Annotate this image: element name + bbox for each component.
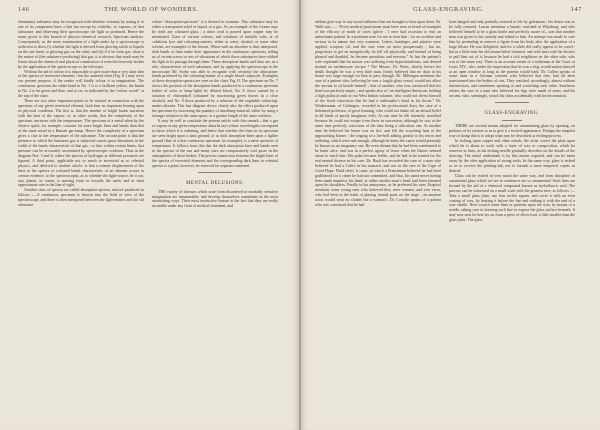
section-divider — [198, 172, 232, 173]
right-page — [301, 0, 600, 430]
left-page-column-2 — [152, 20, 278, 209]
left-page-header — [18, 6, 285, 16]
left-page — [0, 0, 299, 430]
right-page-column-2 — [449, 20, 575, 223]
paragraph: There are two other important points to be noticed in connection with the spectrum of any given terrestrial element, both bear an important bearing upon its physical condition. The first is, that the number of bright bands increases with the heat of the vapour, or, in other words, that the complexity of the spectrum increases with the temperature. The spectrum of a metal taken by the electric spark, for example, contains far more bright lines and bands than that of the same metal in a Bunsen gas-lamp. Hence the complexity of a spectrum gives a clue to the temperature of the substance. The second point is that the presence to which the luminous gas is subjected causes great alterations in the width of the bands characteristic of that gas ; so that, within certain limits, that pressure can be accurately ascertained by spectroscopic evidence. Thus in the diagram Nos. 3 and 6, where the spectra of hydrogen at different pressures are figured. A third point, applicable not so much to terrestrial as to celestial physics, and deferred to another article, is that a minute displacement of the lines in the spectra of coloured bands characteristic of an element occurs in certain evidence, to the spectroscopist, as to whether the light-source, be it our, sun, planet, or comet, is moving from or towards the earth, and at what approximate rate in the line of sight. — [18, 98, 144, 188]
paragraph: seldom give way to any moral influence that are brought to bear upon them. Dr. Wahl says :— “Every medical practitioner must have seen or heard of examples of the efficacy of mode of cures (glove ; I once had occasion to visit an unfortunate patient. In a pertinent note for me to treat him ; for an accident and serious in its nature, but very common. Letters, bandages, and plasters were applied, scorpion oil, and the case went on most prosperously ; but no, proprietors to get on energetically, he fell off physically, and instead of being pleased and thankful, he became querulous and nervous.” At last the patient’s wife explained that his master was suffering from hypochondriasis, and desired instead an earthenware tea-pot ! The Messrs. Dr. Warts, shortly before his death, thought he was a very little man, firmly believed that no door in his house was large enough for him to pass through. Dr. Millengen mentions the case of a patient who, believing he was a fragile glass vessel, would not allow the servant to sit beside himself ; that of another, who was convinced that his head was perfectly empty ; and speaks also of “an intelligent American, holding a high political rank in our West Indian colonies, who could not divest himself of the fixed conviction that he had a rattlesnake’s head in his throat.” Dr. Winkermann, of Göttingen, recorded in his professional diary the case of a deformed professor, of great learning, who could not shake off an absurd belief in all kinds of purely imaginary evils. At one time he felt intensely wretched because he could not escape from these in succession, although he was at the same time perfectly conscious of the idea being a ridiculous one. At another time he believed his house was on fire, and felt the scorching heat of the approaching flames ; the ringing of a fire-bell adding greatly to his terror and suffering, which were real enough, although he knew the cause would presently be known as an imaginary one. He even dreamt that he had been condemned to be burnt alive, and was in a perfect agony of terror when the flames seemed about to reach him. His pulse became feeble, and he had to be treated for the real mental disease in his case. Dr. Bush has recorded the case of a man who believed he had a Caffre in his stomach, and was in the care of the Cape of Good Hope. Fluid relief, it came, in which a Frenchman believed he had been guillotined for a crime he had not committed, and thus, his mind never having been made manifest, his head, or rather another man’s head, had been fastened upon his shoulders. Finally to his annoyance, as he preferred his own. Esquirol mentions some young men who believed they were women, and vice versa, who had been in the habit of playing female parts on the stage ; an amateur actor, would wear no clothes but a woman’s. Dr. Conolly speaks of a patient who was convinced that he had — [315, 19, 441, 208]
paragraph: Glass can be etched in very much the same way, and from discipline of ornamental glass which we see in commerce are so ornamented. Such lines are formed by the aid of a chemical compound known as hydrofluoric acid. The process can be witnessed on a small scale with the greatest ease, as follows :—Take a small glass plate, say four inches square, and cover it with an even coating of wax, by heating it before the fire and rubbing it with the end of a wax candle. Next scratch some lines or patterns upon the wax, by means of a needle, taking care in drawing each line to expose the glass surface beneath. It may now now be best lay on from a piece of sliver lead, a little smaller than the glass plate. The glass — [449, 172, 575, 223]
paragraph: In etching upon copper and other metals, the artist covers the plate upon which he is about to work with a layer of wax or composition, which he removes in lines, as his etching-needle gradually describes on the details of the drawing. The metal underneath is by this means exposed, and can be eaten away by the after application of strong acids. In the same way, glass is etched so as to receive the printing-ink, not to furnish a more tempered copies as desired. — [449, 138, 575, 173]
paragraph: whose “absorption-spectrum” it is desired to examine. This substance may be either a transparent solid or liquid, or a gas. As an example of the former may be cited any coloured glass ; a nitric acid is poured upon copper may be mentioned. Glass of various colours, and solutions of metallic salts, or of cobaltous fyes and colouring-matters, either in water, alcohol, or some other solvent, are examples of the former. When such an absorber is thus interposed, dark bands or lines make their appearance in the continuous spectrum, telling us of certain waves or sets of vibrations of which those substances have robbed the light in its passage through them. These absorption-bands and lines are, as a rule, characteristic of each substance, and by applying the spectroscope to the microscope Mr. Sorby was able to recognise with certainty the absorption-bands produced by the colouring-matter of a single blood corpuscle. Examples of these absorption-spectra are seen on the chart, Fig. II. The spectrum on No. 7 shows the position of the absorption-bands produced in a continuous spectrum (either of solar or lamp-light) by diluted blood, No. 8, those caused by a solution of chlorophyll (obtained by macerating green leaves in a clear alcohol), and No. 9 those produced by a solution of the vegetable colouring-matter alizarin. This last diagram shows clearly also the effect produced upon the spectrum by increasing the quantity of absorbing-material, either by using a stronger solution in the same space, or a greater length of the same solution. — [152, 19, 278, 119]
section-title: GLASS-ENGRAVING. — [484, 111, 540, 117]
section-title: MENTAL DELUSIONS. — [186, 180, 244, 186]
section-divider — [502, 120, 522, 121]
paragraph: Another class of spectra are called absorption-spectra, and are produced as follows :—A continuous spectrum is thrown into the field of view of the spectroscope, and there is then interposed between the light-emitter and the slit substance — [18, 187, 144, 208]
paragraph: THE variety of diseases which arise from disordered or morbidly sensitive imagination are innumerable, and develop themselves sometimes in the most astonishing ways. Their most instructive feature is the fact that they are really incurable under any form of medical treatment, and — [152, 188, 278, 209]
paragraph: THERE are several means adopted for ornamenting glass by opening, on portions of its surface so as to give it a frosted appearance. Perhaps the simplest way of doing this is to adopt what may be described as etching-process. — [449, 123, 575, 139]
left-page-column-1 — [18, 20, 144, 208]
paragraph: elementary substance may be recognised with absolute certainty by noting if or one of its component lines a line has except by volatiles, or vapours, of that substance, and observing their spectroscope the light so produced. Hence the name given to this branch of physico-chemical research, Spectrum analysis. Consequently, as the mere examination of a light under by a spectroscope is sufficient to show (i) whether the light is derived from glowing solids or liquids on the one hand, or glowing gas on the other, and (ii) if it be from gas, what is the nature of (the substance producing) that gas, it is obvious that much may be learnt about the chemical and physical constitution of even the heavenly bodies by the application of the spectroscope to the telescope. — [18, 19, 144, 69]
right-page-column-1 — [315, 20, 441, 208]
paragraph: It may be well to conclude the present article with this remark—that a gas or vapour at any given temperature absorbs rays whose wavelengths correspond to those which it is radiating, and hence that whether the lines in its spectrum are seen bright upon a dark ground, or as dark absorption-lines upon a lighter ground (that of a that continuous spectrum for example), is a mere question of temperature. It follows from this that the dark absorption lines and bands seen in the spectra of the sun and many stars are comparatively cool gases in the atmospheres of those bodies. The precise connection between the bright lines of the spectra of terrestrial elements and the corresponding dark lines in celestial spectra is a point, however, be reserved for separate treatment. — [152, 118, 278, 168]
right-page-header — [315, 6, 582, 16]
paragraph: been hanged and only partially restored to life by galvanism ; his desire was to be fully restored. Lascin mentions a lunatic confined at Würzburg, and who believed himself to be a glass bottle and perfectly aware of—was that another man was given to his custody and talked to him. An attempt was made to cure him by pretending to remove a figure from his body after the application of a large blister. He was delighted, and for a while did really appear to be cured ; but in a little time his old insane belief returned, and with tears told the doctors to pull him out of it, because he had a sick neighbour on the other side, who was in the same way. There is an account extant of a nobleman at the Court of Louis XIV., who, under the impression that he was a dog, would station himself at an open window as long as the parents would bark. Dr. Cullen speaks of some nuns in a German convent who believed that they had all been transformed into the bodies of cats. They watched, accordingly, almost without intermission, and sometimes sporting at and scratching each other. Southerns relates the case of a man who believed his legs were made of straw, and his servant, who, seemingly, struck his shins accidentally with her broomstick. — [449, 19, 575, 99]
section-divider — [495, 102, 529, 103]
running-head: THE WORLD OF WONDERS. — [104, 6, 199, 13]
running-head: GLASS-ENGRAVING. — [413, 6, 484, 13]
paragraph: Without the aid of colour it is impossible to give more than a very faint idea of the spectra of terrestrial elements ; but the annexed chart (Fig. II.) may serve our present purpose, if the reader will kindly colour it in imagination. The continuous spectrum the white band in No. 1 is to a brilliant yellow, the bands in No. 2 to be green and blue, and so on, as indicated by the “colour words” at the top of the chart. — [18, 68, 144, 99]
page-number: 146 — [18, 6, 30, 13]
page-number: 147 — [570, 6, 582, 13]
